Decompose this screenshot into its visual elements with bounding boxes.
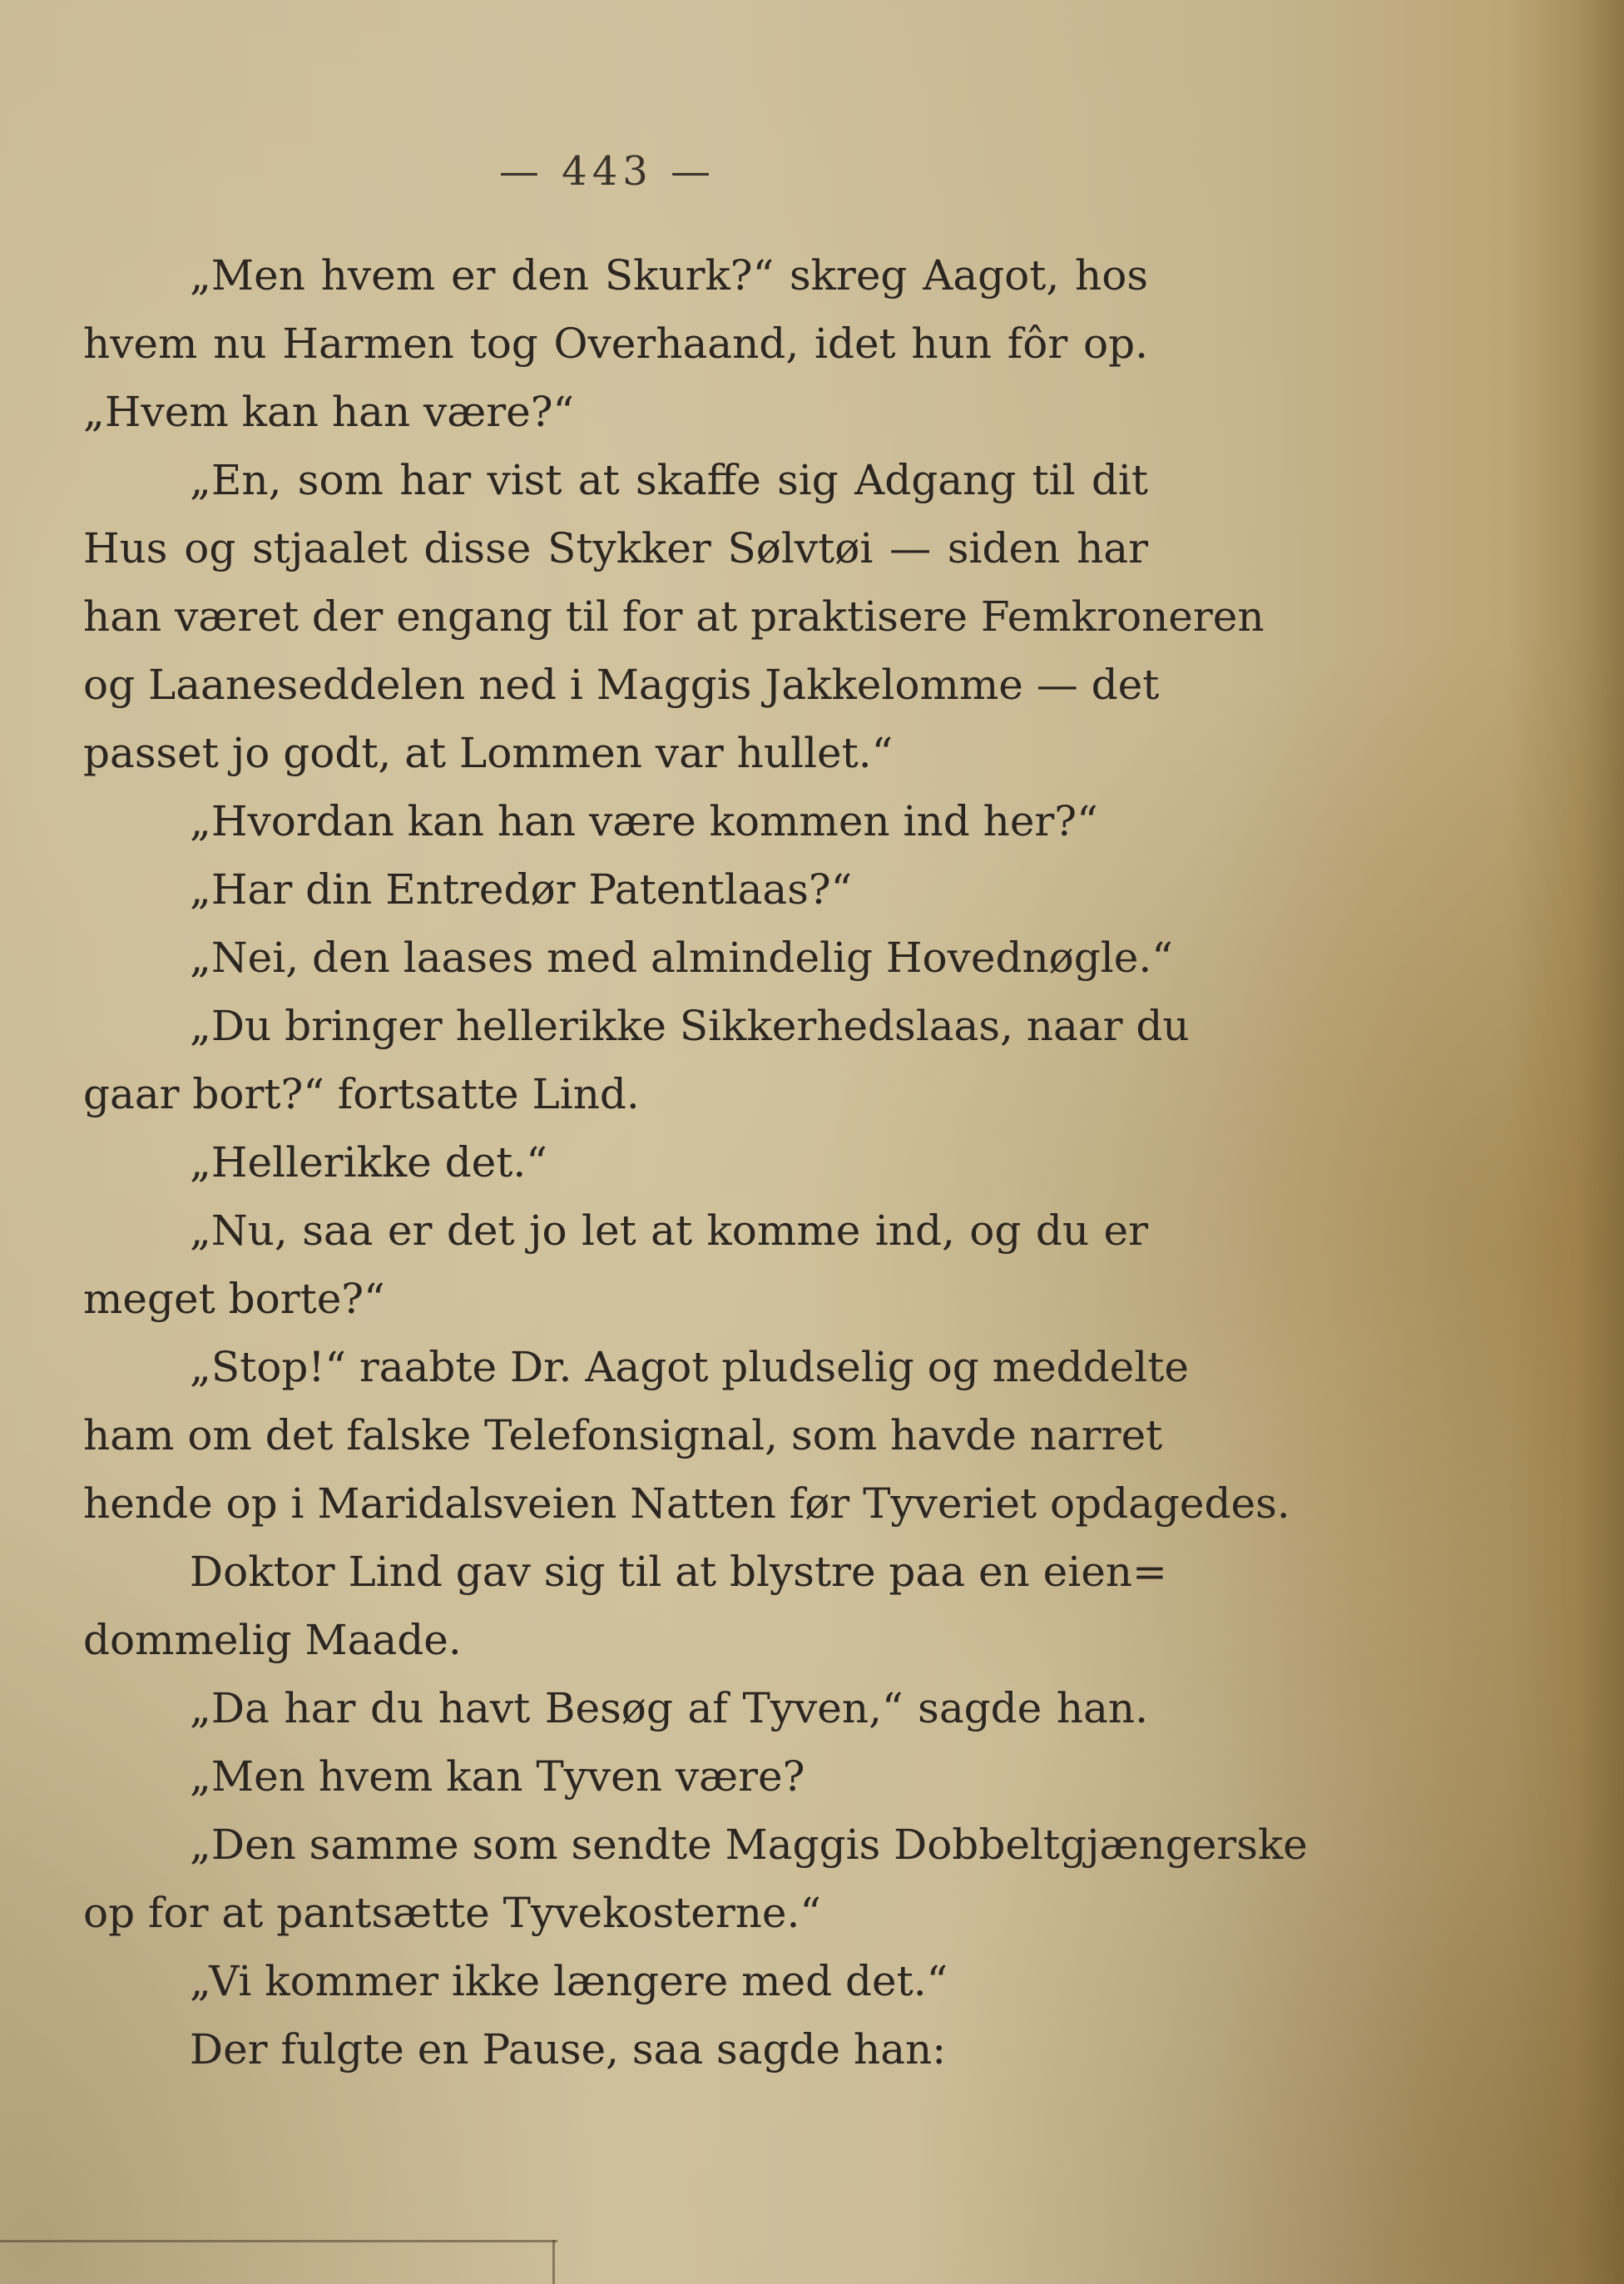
text-line: „Stop!“ raabte Dr. Aagot pludselig og meddelte — [190, 1343, 1189, 1391]
text-line: „Du bringer hellerikke Sikkerhedslaas, naar du — [190, 1002, 1190, 1050]
text-line: „Men hvem kan Tyven være? — [190, 1752, 805, 1801]
text-line: Hus og stjaalet disse Stykker Sølvtøi — siden har — [83, 524, 1148, 572]
text-line: han været der engang til for at praktisere Femkroneren — [83, 592, 1265, 641]
page-number: — 443 — — [498, 148, 716, 195]
text-line: og Laaneseddelen ned i Maggis Jakkelomme — det — [83, 661, 1160, 709]
text-line: „Hvordan kan han være kommen ind her?“ — [190, 797, 1098, 845]
text-line: ham om det falske Telefonsignal, som havde narret — [83, 1411, 1163, 1459]
text-line: gaar bort?“ fortsatte Lind. — [83, 1070, 640, 1118]
text-line: „En, som har vist at skaffe sig Adgang til dit — [190, 456, 1148, 504]
text-line: „Vi kommer ikke længere med det.“ — [190, 1957, 948, 2005]
text-line: Doktor Lind gav sig til at blystre paa en eien= — [190, 1548, 1167, 1596]
text-line: dommelig Maade. — [83, 1616, 462, 1664]
page-bottom-rule — [0, 2240, 557, 2242]
text-line: meget borte?“ — [83, 1275, 385, 1323]
text-line: „Nu, saa er det jo let at komme ind, og du er — [190, 1206, 1148, 1255]
text-line: „Hvem kan han være?“ — [83, 388, 575, 436]
text-line: „Da har du havt Besøg af Tyven,“ sagde han. — [190, 1684, 1148, 1732]
text-line: hvem nu Harmen tog Overhaand, idet hun fôr op. — [83, 320, 1148, 368]
text-line: op for at pantsætte Tyvekosterne.“ — [83, 1889, 821, 1937]
text-line: hende op i Maridalsveien Natten før Tyveriet opdagedes. — [83, 1479, 1290, 1528]
text-line: passet jo godt, at Lommen var hullet.“ — [83, 729, 894, 777]
text-line: „Den samme som sendte Maggis Dobbeltgjængerske — [190, 1821, 1308, 1869]
text-line: „Hellerikke det.“ — [190, 1138, 547, 1187]
text-line: „Men hvem er den Skurk?“ skreg Aagot, hos — [190, 251, 1148, 300]
page-edge-shadow — [1508, 0, 1624, 2284]
page-bottom-notch — [552, 2240, 555, 2284]
text-line: Der fulgte en Pause, saa sagde han: — [190, 2025, 947, 2073]
text-line: „Nei, den laases med almindelig Hovednøgle.“ — [190, 934, 1173, 982]
text-line: „Har din Entredør Patentlaas?“ — [190, 865, 853, 914]
